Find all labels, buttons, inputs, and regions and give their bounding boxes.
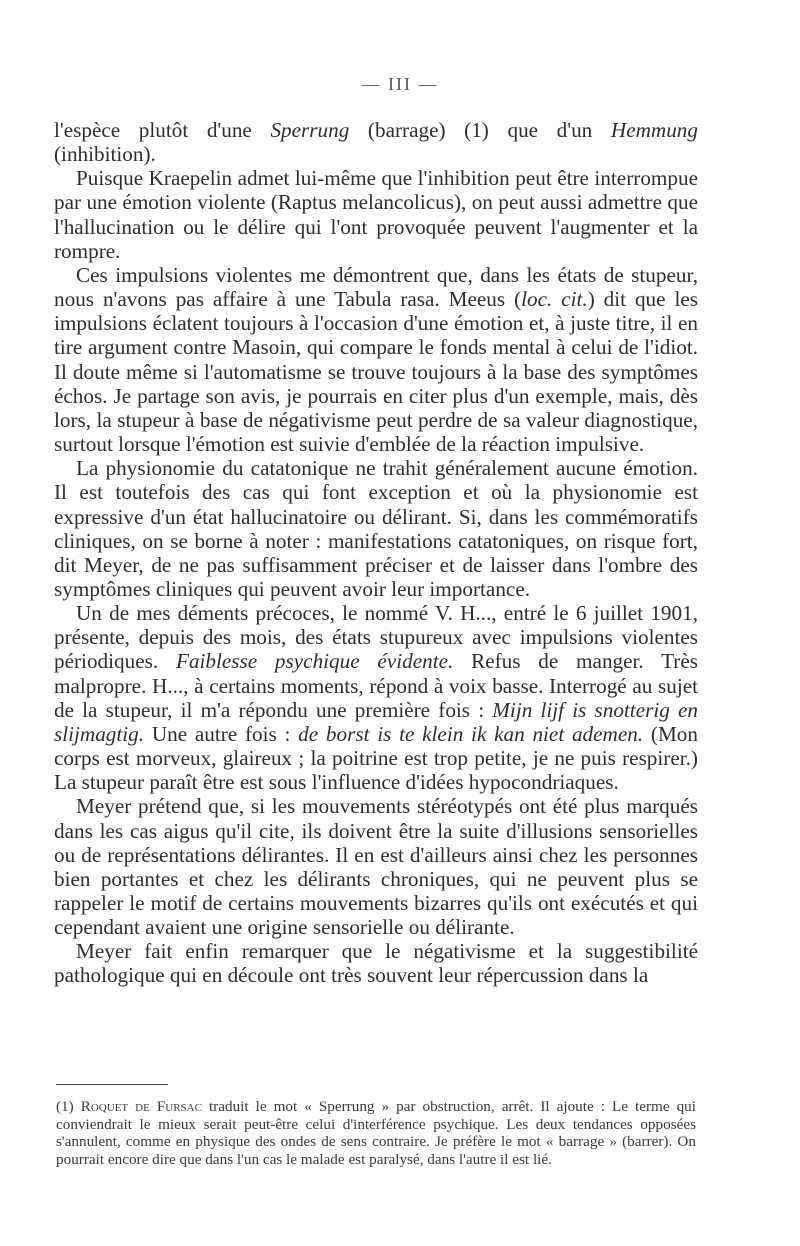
text-run: Un de mes déments précoces, le nommé V. H..., entré le 6 juillet 1901, présente, depuis des mois, des états stupureux avec impulsions violentes périodiques. xyxy=(54,601,698,674)
author-name: Roquet de Fursac xyxy=(80,1098,202,1115)
text-run: l'espèce plutôt d'une xyxy=(54,118,271,142)
italic-phrase: Hemmung xyxy=(610,118,698,142)
italic-phrase: Sperrung xyxy=(270,118,350,142)
body-text xyxy=(54,118,698,988)
paragraph xyxy=(54,939,698,987)
text-run: La physionomie du catatonique ne trahit généralement aucune émotion. Il est toutefois des cas qui font exception et où la physionomie est expressive d'un état hallucinatoire ou délirant. Si, dans les commémoratifs cliniques, on se borne à noter : manifestations catatoniques, on risque fort, dit Meyer, de ne pas suffisamment préciser et de laisser dans l'ombre des symptômes cliniques qui peuvent avoir leur importance. xyxy=(54,456,698,601)
footnote xyxy=(56,1098,696,1168)
italic-phrase: de borst is te klein ik kan niet ademen. xyxy=(298,721,644,746)
paragraph xyxy=(54,263,698,456)
text-run: ) dit que les impulsions éclatent toujours à l'occasion d'une émotion et, à juste titre, il en tire argument contre Masoin, qui compare le fonds mental à celui de l'idiot. Il doute même si l'automatisme se trouve toujours à la base des symptômes échos. Je partage son avis, je pourrais en citer plus d'un exemple, mais, dès lors, la stupeur à base de négativisme peut perdre de sa valeur diagnostique, surtout lorsque l'émotion est suivie d'emblée de la réaction impulsive. xyxy=(54,287,698,457)
paragraph xyxy=(54,794,698,939)
text-run: Refus de manger. Très malpropre. H..., à certains moments, répond à voix basse. Interrogé au sujet de la stupeur, il m'a répondu une première fois : xyxy=(54,649,699,722)
text-run: Meyer prétend que, si les mouvements stéréotypés ont été plus marqués dans les cas aigus qu'il cite, ils doivent être la suite d'illusions sensorielles ou de représentations délirantes. Il en est d'ailleurs ainsi chez les personnes bien portantes et chez les délirants chroniques, qui ne peuvent plus se rappeler le motif de certains mouvements bizarres qu'ils ont exécutés et qui cependant avaient une origine sensorielle ou délirante. xyxy=(54,794,698,940)
italic-phrase: Faiblesse psychique évidente. xyxy=(175,649,454,674)
italic-phrase: loc. cit. xyxy=(521,287,588,312)
text-run: (barrage) (1) que d'un xyxy=(349,118,611,142)
italic-phrase: Mijn lijf is snotterig en slijmagtig. xyxy=(54,697,698,746)
page-number: — III — xyxy=(361,74,439,94)
text-run: (inhibition). xyxy=(54,142,156,167)
text-run: (1) xyxy=(56,1098,81,1115)
text-run: traduit le mot « Sperrung » par obstruction, arrêt. Il ajoute : Le terme qui conviendrait le mieux serait peut-être celui d'interférence psychique. Les deux tendances opposées s'annulent, comme en physique des ondes de sens contraire. Je préfère le mot « barrage » (barrer). On pourrait encore dire que dans l'un cas le malade est paralysé, dans l'autre il est lié. xyxy=(56,1098,696,1168)
text-run: (Mon corps est morveux, glaireux ; la poitrine est trop petite, je ne puis respirer.) La stupeur paraît être est sous l'influence d'idées hypocondriaques. xyxy=(54,721,698,795)
text-run: Une autre fois : xyxy=(144,721,299,746)
text-run: Puisque Kraepelin admet lui-même que l'inhibition peut être interrompue par une émotion violente (Raptus melancolicus), on peut aussi admettre que l'hallucination ou le délire qui l'ont provoquée peuvent l'augmenter et la rompre. xyxy=(54,166,698,263)
paragraph xyxy=(54,118,698,166)
text-run: Ces impulsions violentes me démontrent que, dans les états de stupeur, nous n'avons pas affaire à une Tabula rasa. Meeus ( xyxy=(54,262,698,312)
text-run: Meyer fait enfin remarquer que le négativisme et la suggestibilité pathologique qui en découle ont très souvent leur répercussion dans la xyxy=(54,939,698,988)
paragraph xyxy=(54,166,698,263)
paragraph xyxy=(54,456,698,601)
footnote-separator xyxy=(56,1084,168,1085)
paragraph xyxy=(54,601,698,794)
